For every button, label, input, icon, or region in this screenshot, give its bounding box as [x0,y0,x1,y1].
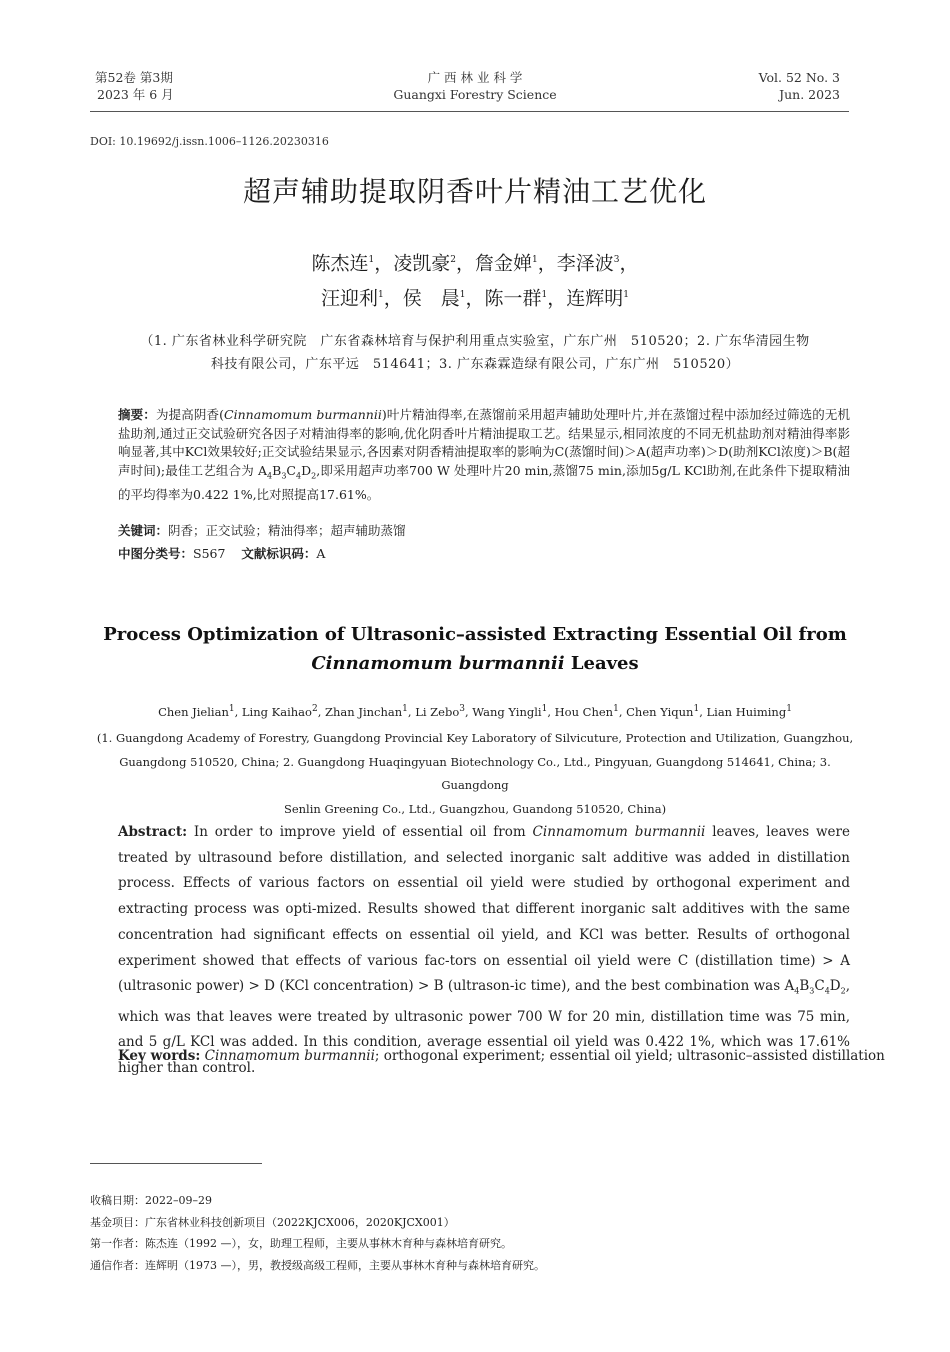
author-name: Li Zebo [415,704,460,719]
keywords-label: 关键词： [118,523,169,538]
author-name: Hou Chen [554,704,614,719]
combo-level: 2 [840,986,846,996]
author-name: Wang Yingli [472,704,542,719]
author-name: Lian Huiming [706,704,787,719]
author-affiliation-mark: 3 [613,255,620,265]
combo-factor: B [799,978,810,995]
abstract-en-text: In order to improve yield of essential oil from [187,824,533,840]
author-name: 陈杰连 [311,252,369,275]
title-line-1: Process Optimization of Ultrasonic–assisted Extracting Essential Oil from [103,624,847,645]
author-name: 侯 晨 [402,287,460,310]
author-affiliation-mark: 3 [459,704,465,714]
author-affiliation-mark: 2 [450,255,456,265]
author-affiliation-mark: 1 [541,290,548,301]
footnote-divider [90,1163,262,1164]
author-separator: , [547,704,555,719]
combo-factor: C [814,978,825,995]
author-list-cn [0,244,950,315]
author-name: 詹金婵 [475,252,533,275]
affiliation-en-line-3: Senlin Greening Co., Ltd., Guangzhou, Guandong 510520, China) [283,801,667,816]
author-line-2 [0,279,950,314]
author-affiliation-mark: 1 [613,704,619,714]
author-separator: ， [374,252,394,275]
author-separator: ， [537,252,557,275]
abstract-text: 为提高阴香( [155,407,225,422]
author-separator: , [407,704,416,719]
abstract-en-text: , which was that leaves were treated by ultrasonic power 700 W for 20 min, distillation time was 75 min, and 5 g/L KCl was added. In this condition, average essential oil yield was 0.422 1%, which was 17.61% higher than control. [118,978,850,1077]
combo-level: 4 [296,471,302,480]
affiliation-line-1: （1. 广东省林业科学研究院 广东省森林培育与保护利用重点实验室，广东广州 510520；2. 广东华清园生物 [140,334,810,349]
author-affiliation-mark: 1 [368,255,375,265]
doc-code-label: 文献标识码： [241,546,317,561]
author-name: 凌凯豪 [393,252,451,275]
abstract-en-label: Abstract: [118,824,188,840]
author-affiliation-mark: 1 [228,704,235,714]
species-name-en: Cinnamomum burmannii [532,824,706,840]
abstract-text: )叶片精油得率,在蒸馏前采用超声辅助处理叶片,并在蒸馏过程中添加经过筛选的无机盐助剂,通过正交试验研究各因子对精油得率的影响,优化阴香叶片精油提取工艺。结果显示,相同浓度的不同无机盐助剂对精油得率影响显著,其中KCl效果较好;正交试验结果显示,各因素对阴香精油提取率的影响为C(蒸馏时间)＞A(超声功率)＞D(助剂KCl浓度)＞B(超声时间);最佳工艺组合为 A [118,407,850,478]
combo-level: 3 [809,986,815,996]
author-separator: , [317,704,326,719]
affiliations-cn [80,330,870,376]
author-name: Zhan Jinchan [325,704,403,719]
author-name: 李泽波 [556,252,614,275]
funding: 基金项目：广东省林业科技创新项目（2022KJCX006，2020KJCX001） [90,1215,455,1229]
journal-volume-issue-en [759,69,840,103]
keyword-species: Cinnamomum burmannii [204,1048,375,1064]
combo-factor: D [829,978,841,995]
author-separator: , [699,704,707,719]
author-name: Ling Kaihao [241,704,312,719]
author-separator: ， [465,287,485,310]
corresponding-author: 通信作者：连辉明（1973 —），男，教授级高级工程师，主要从事林木育种与森林培育研究。 [90,1258,545,1272]
affiliations-en [90,727,860,821]
author-name: 陈一群 [484,287,542,310]
volume-issue-en: Vol. 52 No. 3 [758,70,840,85]
paper-title-en [0,620,950,678]
keywords-en-text: ; orthogonal experiment; essential oil yield; ultrasonic–assisted distillation [374,1048,885,1064]
doc-code-value: A [316,546,326,561]
author-separator: ， [455,252,475,275]
author-affiliation-mark: 2 [311,704,318,714]
affiliation-en-line-1: (1. Guangdong Academy of Forestry, Guangdong Provincial Key Laboratory of Silvicuture, Protection and Utilization, Guangzhou, [96,731,854,745]
abstract-en-text: leaves, leaves were treated by ultrasound before distillation, and selected inorganic salt additive was added in distillation process. Effects of various factors on essential oil yield were studied by orthogonal experiment and extracting process was opti-mized. Results showed that different inorganic salt additives with the same concentration had significant effects on essential oil yield, and KCl was better. Results of orthogonal experiment showed that effects of various fac-tors on essential oil yield were C (distillation time) > A (ultrasonic power) > D (KCl concentration) > B (ultrason-ic time), and the best combination was A [118,824,850,995]
combo-level: 4 [824,986,830,996]
volume-issue-cn: 第52卷 第3期 [95,70,173,85]
title-line-2 [0,649,950,678]
class-label: 中图分类号： [118,546,194,561]
received-date: 收稿日期：2022–09–29 [90,1194,212,1207]
affiliation-en-line-2: Guangdong 510520, China; 2. Guangdong Huaqingyuan Biotechnology Co., Ltd., Pingyuan, Guangdong 514641, China; 3. Guangdong [119,754,831,792]
author-separator: , [464,704,473,719]
first-author: 第一作者：陈杰连（1992 —），女，助理工程师，主要从事林木育种与森林培育研究。 [90,1237,512,1250]
affiliation-line-2: 科技有限公司，广东平远 514641；3. 广东森霖造绿有限公司，广东广州 510520） [210,357,740,372]
doi: DOI: 10.19692/j.issn.1006–1126.20230316 [90,135,329,148]
author-affiliation-mark: 1 [541,704,548,714]
author-line-1 [0,244,950,279]
author-name: 汪迎利 [320,287,378,310]
combo-level: 2 [311,471,317,480]
keywords-en [118,1048,885,1064]
abstract-label: 摘要： [118,407,156,422]
class-value: S567 [193,546,226,561]
title-species: Cinnamomum burmannii [311,653,565,674]
date-en: Jun. 2023 [779,87,840,102]
author-list-en [0,704,950,719]
combo-factor: B [272,462,282,478]
species-name: Cinnamomum burmannii [224,407,382,422]
combo-level: 4 [794,986,800,996]
author-affiliation-mark: 1 [377,290,384,301]
author-affiliation-mark: 1 [623,290,630,301]
title-tail: Leaves [564,653,639,674]
combo-level: 4 [267,471,273,480]
author-affiliation-mark: 1 [459,290,466,301]
combo-factor: C [286,462,296,478]
footnotes [90,1190,545,1276]
abstract-en [118,820,850,1082]
abstract-cn [118,406,850,504]
author-affiliation-mark: 1 [402,704,408,714]
author-separator: , [618,704,627,719]
classification-cn [118,544,325,562]
header-divider [90,111,849,112]
combo-level: 3 [281,471,287,480]
author-name: Chen Jielian [158,704,229,719]
author-name: Chen Yiqun [626,704,694,719]
keywords-text: 阴香；正交试验；精油得率；超声辅助蒸馏 [168,523,406,538]
date-cn: 2023 年 6 月 [97,87,174,102]
author-name: 连辉明 [566,287,624,310]
journal-name-cn: 广 西 林 业 科 学 [427,70,523,85]
author-affiliation-mark: 1 [693,704,700,714]
author-separator: ， [619,252,639,275]
author-affiliation-mark: 1 [786,704,792,714]
paper-title-cn: 超声辅助提取阴香叶片精油工艺优化 [242,175,707,208]
author-separator: ， [547,287,567,310]
keywords-en-label: Key words: [118,1048,201,1064]
best-combination-en [794,978,845,994]
journal-name-en: Guangxi Forestry Science [393,87,557,102]
abstract-text: ,即采用超声功率700 W 处理叶片20 min,蒸馏75 min,添加5g/L KCl助剂,在此条件下提取精油的平均得率为0.422 1%,比对照提高17.61%。 [118,462,850,502]
combo-factor: D [301,462,312,478]
best-combination [267,463,316,478]
author-separator: ， [383,287,403,310]
author-separator: , [234,704,242,719]
keywords-cn [118,521,406,539]
author-affiliation-mark: 1 [532,255,538,265]
